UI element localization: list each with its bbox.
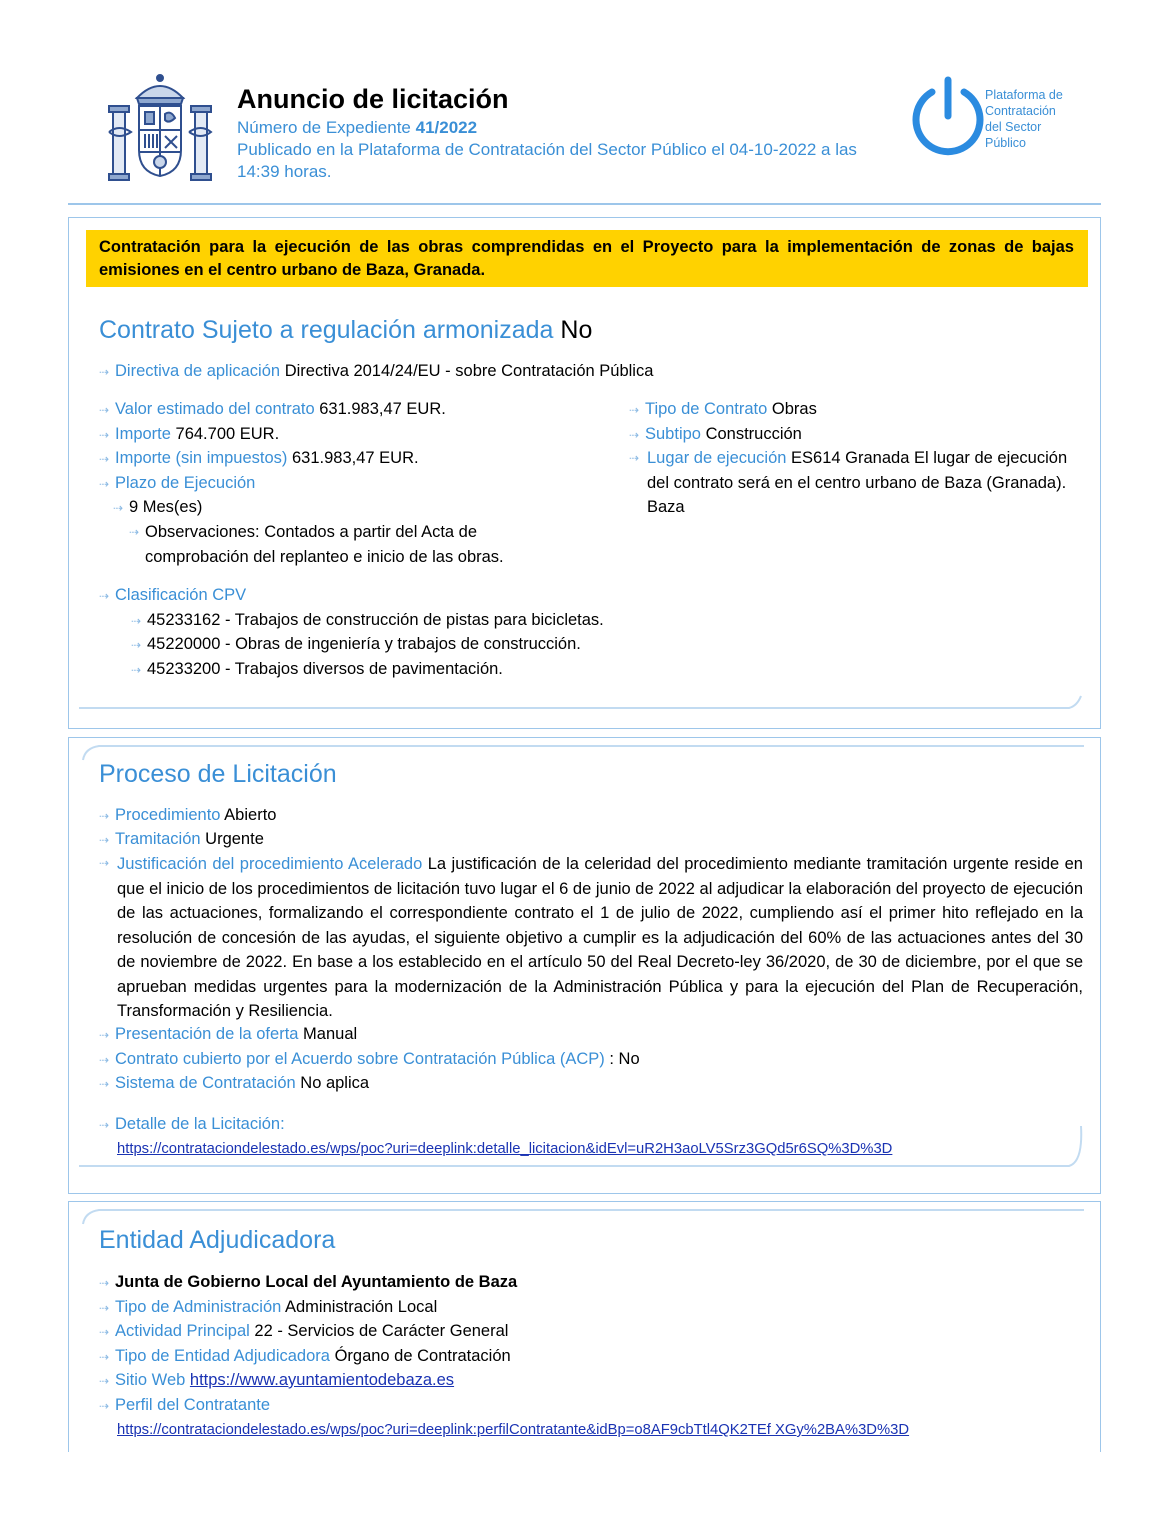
cpv-code-text: 45233162 - Trabajos de construcción de pistas para bicicletas.: [147, 611, 604, 629]
lugar-row: [629, 446, 1089, 520]
armonizada-heading: [99, 316, 592, 345]
arrow-icon: ⇢: [629, 451, 640, 465]
cpv-item: [131, 657, 503, 683]
detalle-label: Detalle de la Licitación:: [115, 1115, 285, 1133]
actividad-label: Actividad Principal: [115, 1322, 250, 1340]
proceso-section: [68, 737, 1101, 1194]
header-divider: [68, 203, 1101, 205]
arrow-icon: ⇢: [99, 452, 110, 466]
valor-value: 631.983,47 EUR.: [319, 400, 446, 418]
proceso-title: Proceso de Licitación: [99, 760, 337, 788]
sistema-label: Sistema de Contratación: [115, 1074, 296, 1092]
arrow-icon: ⇢: [99, 1399, 110, 1413]
arrow-icon: ⇢: [99, 1350, 110, 1364]
arrow-icon: ⇢: [99, 1325, 110, 1339]
procedimiento-label: Procedimiento: [115, 806, 221, 824]
logo-text-line: del Sector: [985, 120, 1042, 134]
expediente-label: Número de Expediente: [237, 118, 411, 137]
arrow-icon: ⇢: [99, 1053, 110, 1067]
valor-row: [99, 397, 446, 423]
tipo-admin-row: [99, 1295, 437, 1321]
lugar-label: Lugar de ejecución: [647, 449, 787, 467]
tramitacion-value: Urgente: [205, 830, 264, 848]
entidad-name: Junta de Gobierno Local del Ayuntamiento de Baza: [115, 1273, 518, 1291]
perfil-contratante-link[interactable]: https://contrataciondelestado.es/wps/poc?uri=deeplink:perfilContratante&idBp=o8AF9cbTtl4QK2TEf XGy%2BA%3D%3D: [117, 1422, 910, 1438]
subtipo-row: [629, 422, 802, 448]
valor-label: Valor estimado del contrato: [115, 400, 315, 418]
tipo-entidad-label: Tipo de Entidad Adjudicadora: [115, 1347, 330, 1365]
arrow-icon: ⇢: [99, 833, 110, 847]
arrow-icon: ⇢: [131, 638, 142, 652]
importe-sin-row: [99, 446, 419, 472]
section-corner-decoration: [69, 1122, 1100, 1172]
logo-text-line: Contratación: [985, 104, 1056, 118]
observaciones-text: Observaciones: Contados a partir del Acta de comprobación del replanteo e inicio de las obras.: [145, 523, 504, 566]
acp-label: Contrato cubierto por el Acuerdo sobre Contratación Pública (ACP): [115, 1050, 605, 1068]
website-link[interactable]: https://www.ayuntamientodebaza.es: [189, 1371, 455, 1389]
cpv-code-text: 45220000 - Obras de ingeniería y trabajos de construcción.: [147, 635, 581, 653]
section-corner-decoration: [79, 742, 1089, 762]
tipo-admin-value: Administración Local: [285, 1298, 438, 1316]
perfil-label: Perfil del Contratante: [115, 1396, 271, 1414]
tramitacion-row: [99, 827, 264, 853]
detalle-licitacion-link[interactable]: https://contrataciondelestado.es/wps/poc?uri=deeplink:detalle_licitacion&idEvl=uR2H3aoLV5Srz3GQd5r6SQ%3D%3D: [117, 1141, 893, 1157]
tramitacion-label: Tramitación: [115, 830, 201, 848]
perfil-link-row: [117, 1417, 909, 1443]
arrow-icon: ⇢: [99, 403, 110, 417]
arrow-icon: ⇢: [99, 477, 110, 491]
page-title: Anuncio de licitación: [237, 84, 509, 114]
expediente-value: 41/2022: [415, 118, 478, 137]
presentacion-label: Presentación de la oferta: [115, 1025, 299, 1043]
sistema-row: [99, 1071, 369, 1097]
sistema-value: No aplica: [300, 1074, 370, 1092]
actividad-row: [99, 1319, 508, 1345]
tipo-entidad-row: [99, 1344, 511, 1370]
spain-coat-of-arms-icon: [107, 72, 213, 184]
arrow-icon: ⇢: [99, 856, 110, 870]
logo-text-line: Plataforma de: [985, 88, 1063, 102]
cpv-label: Clasificación CPV: [115, 586, 247, 604]
justificacion-row: [117, 852, 1083, 1024]
arrow-icon: ⇢: [99, 809, 110, 823]
directiva-value: Directiva 2014/24/EU - sobre Contratación Pública: [284, 362, 654, 380]
importe-value: 764.700 EUR.: [175, 425, 280, 443]
perfil-row: [99, 1393, 270, 1419]
arrow-icon: ⇢: [99, 1028, 110, 1042]
cpv-item: [131, 632, 581, 658]
arrow-icon: ⇢: [99, 1301, 110, 1315]
section-corner-decoration: [69, 688, 1100, 714]
contract-section: [68, 217, 1101, 729]
arrow-icon: ⇢: [129, 525, 140, 539]
tipo-admin-label: Tipo de Administración: [115, 1298, 282, 1316]
plazo-label: Plazo de Ejecución: [115, 474, 256, 492]
arrow-icon: ⇢: [99, 1374, 110, 1388]
directiva-row: [99, 359, 653, 385]
web-label: Sitio Web: [115, 1371, 186, 1389]
section-corner-decoration: [79, 1206, 1089, 1226]
plazo-value-row: [113, 495, 202, 521]
arrow-icon: ⇢: [99, 1118, 110, 1132]
importe-row: [99, 422, 279, 448]
publication-date: Publicado en la Plataforma de Contratación del Sector Público el 04-10-2022 a las 14:39 horas.: [237, 140, 857, 181]
armonizada-label: Contrato Sujeto a regulación armonizada: [99, 316, 554, 344]
entidad-name-row: [99, 1270, 517, 1296]
observaciones-row: [129, 520, 549, 569]
acp-value: : No: [609, 1050, 640, 1068]
subtipo-value: Construcción: [705, 425, 802, 443]
presentacion-value: Manual: [303, 1025, 358, 1043]
platform-logo-text: [985, 87, 1063, 151]
tipo-entidad-value: Órgano de Contratación: [334, 1347, 511, 1365]
importe-sin-value: 631.983,47 EUR.: [291, 449, 419, 467]
arrow-icon: ⇢: [131, 663, 142, 677]
procedimiento-row: [99, 803, 276, 829]
plazo-value: 9 Mes(es): [129, 498, 203, 516]
presentacion-row: [99, 1022, 357, 1048]
cpv-row: [99, 583, 246, 609]
arrow-icon: ⇢: [131, 614, 142, 628]
importe-sin-label: Importe (sin impuestos): [115, 449, 288, 467]
tipo-value: Obras: [771, 400, 817, 418]
tipo-row: [629, 397, 817, 423]
arrow-icon: ⇢: [99, 589, 110, 603]
arrow-icon: ⇢: [113, 501, 124, 515]
importe-label: Importe: [115, 425, 171, 443]
arrow-icon: ⇢: [629, 428, 640, 442]
tipo-label: Tipo de Contrato: [645, 400, 768, 418]
justificacion-value: La justificación de la celeridad del procedimiento mediante tramitación urgente reside en que el inicio de los procedimientos de licitación tuvo lugar el 6 de junio de 2022 al adjudicar la elaboración del proyecto de ejecución de las actuaciones, formalizando el correspondiente contrato el 1 de julio de 2022, cumpliendo así el primer hito reflejado en la resolución de concesión de las ayudas, el siguiente objetivo a cumplir es la adjudicación del 60% de las actuaciones antes del 30 de noviembre de 2022. En base a los establecido en el artículo 50 del Real Decreto-ley 36/2020, de 30 de diciembre, por el que se aprueban medidas urgentes para la modernización de la Administración Pública y para la ejecución del Plan de Recuperación, Transformación y Resiliencia.: [117, 855, 1083, 1020]
acp-row: [99, 1047, 640, 1073]
cpv-code-text: 45233200 - Trabajos diversos de pavimentación.: [147, 660, 503, 678]
subtipo-label: Subtipo: [645, 425, 701, 443]
entidad-title: Entidad Adjudicadora: [99, 1226, 336, 1254]
logo-text-line: Público: [985, 136, 1026, 150]
arrow-icon: ⇢: [99, 1276, 110, 1290]
web-row: [99, 1368, 454, 1394]
arrow-icon: ⇢: [99, 365, 110, 379]
entidad-section: [68, 1201, 1101, 1452]
plazo-row: [99, 471, 255, 497]
cpv-item: [131, 608, 604, 634]
contract-object-text: Contratación para la ejecución de las obras comprendidas en el Proyecto para la implementación de zonas de bajas emisiones en el centro urbano de Baza, Granada.: [99, 238, 1074, 279]
arrow-icon: ⇢: [629, 403, 640, 417]
directiva-label: Directiva de aplicación: [115, 362, 281, 380]
contract-object-banner: [86, 230, 1088, 287]
justificacion-label: Justificación del procedimiento Acelerado: [117, 855, 423, 873]
actividad-value: 22 - Servicios de Carácter General: [254, 1322, 509, 1340]
armonizada-value: No: [560, 316, 593, 344]
procedimiento-value: Abierto: [224, 806, 277, 824]
lugar-value: ES614 Granada El lugar de ejecución del contrato será en el centro urbano de Baza (Granada). Baza: [647, 449, 1068, 516]
expediente-number: [237, 118, 477, 138]
arrow-icon: ⇢: [99, 1077, 110, 1091]
arrow-icon: ⇢: [99, 428, 110, 442]
